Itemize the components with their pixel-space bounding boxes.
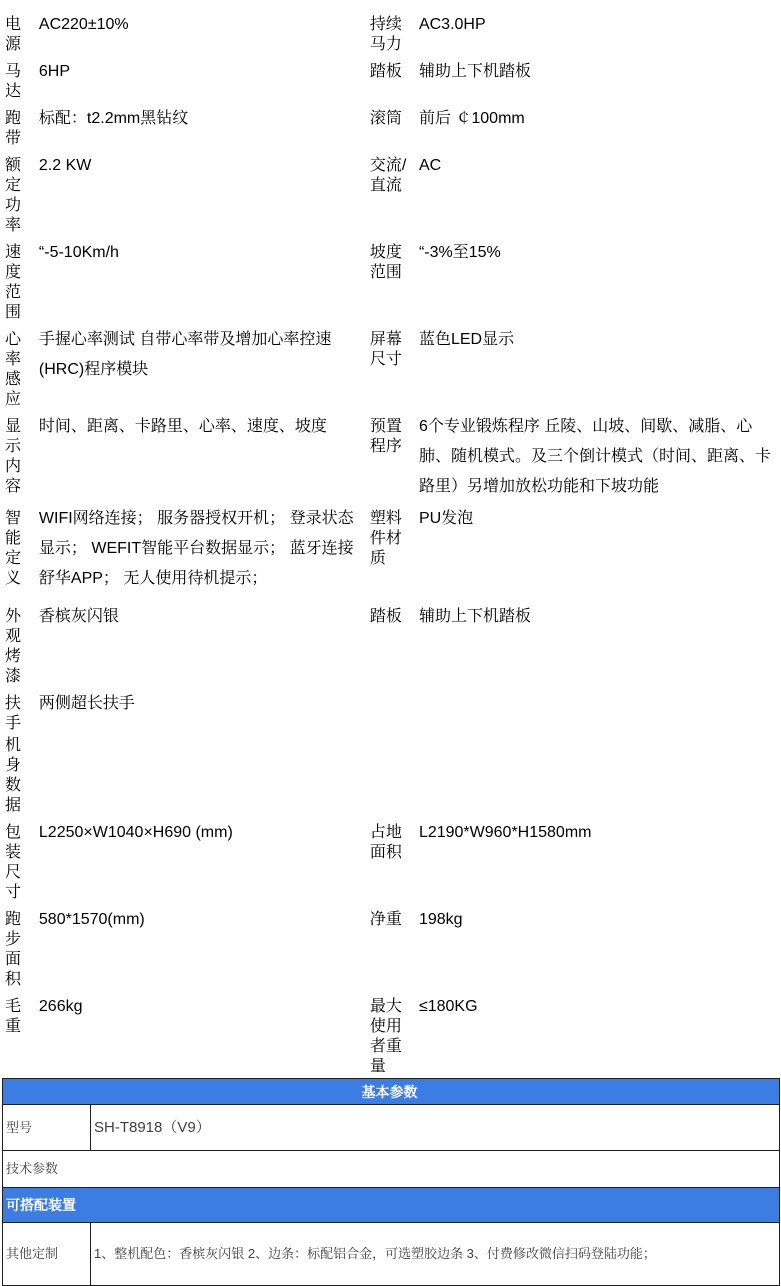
spec-row [2,411,779,503]
model-row [3,1105,780,1151]
spec-label: 占地面积 [369,824,402,861]
spec-row [2,150,779,237]
spec-value: L2250×W1040×H690 (mm) [38,824,233,841]
spec-value: 前后 ￠100mm [418,110,525,127]
spec-row [2,735,779,817]
spec-row [2,237,779,324]
spec-label: 最大使用者重量 [369,998,402,1075]
spec-label: 速度范围 [5,244,22,321]
spec-label: 马达 [5,63,22,100]
spec-label: 交流/直流 [369,157,407,194]
spec-label: 包装尺寸 [5,824,22,901]
spec-label: 跑步面积 [5,911,22,988]
model-value: SH-T8918（V9） [91,1105,780,1151]
spec-value: 266kg [38,998,83,1015]
spec-value: “-3%至15% [418,244,501,261]
spec-value [34,735,367,817]
spec-row [2,9,779,56]
spec-label: 机身数据 [5,737,22,814]
spec-row [2,688,779,735]
spec-label: 智能定义 [5,510,22,587]
spec-label: 外观烤漆 [5,608,22,685]
spec-label: 显示内容 [5,418,22,495]
spec-value: L2190*W960*H1580mm [418,824,592,841]
spec-value: 两侧超长扶手 [38,695,135,712]
section-header-row-basic [3,1079,780,1105]
spec-value: 辅助上下机踏板 [418,63,531,80]
spec-row [2,56,779,103]
spec-value: 6HP [38,63,71,80]
spec-value: 时间、距离、卡路里、心率、速度、坡度 [38,418,327,435]
spec-label: 坡度范围 [369,244,402,281]
spec-value: AC3.0HP [418,16,486,33]
spec-value: 6个专业锻炼程序 丘陵、山坡、间歇、减脂、心肺、随机模式。及三个倒计模式（时间、距离、卡路里）另增加放松功能和下坡功能 [418,418,771,495]
spec-label: 扶手 [5,695,22,732]
spec-label: 踏板 [369,608,402,625]
spec-value: AC [418,157,442,174]
spec-value [414,688,779,735]
spec-value: 2.2 KW [38,157,92,174]
section-header-basic-params: 基本参数 [3,1079,780,1105]
spec-row [2,817,779,904]
spec-label: 净重 [369,911,402,928]
spec-row [2,904,779,991]
spec-value: AC220±10% [38,16,129,33]
spec-row [2,324,779,411]
spec-label: 持续马力 [369,16,402,53]
spec-label: 屏幕尺寸 [369,331,402,368]
section-header-row-addons [3,1188,780,1223]
spec-row [2,601,779,688]
spec-value: “-5-10Km/h [38,244,119,261]
spec-row [2,103,779,150]
spec-value: ≤180KG [418,998,478,1015]
spec-value: 手握心率测试 自带心率带及增加心率控速(HRC)程序模块 [38,331,332,378]
spec-label: 预置程序 [369,418,402,455]
section-header-addons: 可搭配装置 [3,1188,780,1223]
custom-label: 其他定制 [3,1223,91,1286]
spec-value: 198kg [418,911,463,928]
spec-value: 580*1570(mm) [38,911,145,928]
spec-value: PU发泡 [418,510,474,527]
product-spec-table [2,1078,780,1286]
spec-row [2,503,779,601]
spec-row [2,991,779,1078]
spec-label: 毛重 [5,998,22,1035]
spec-label: 心率感应 [5,331,22,408]
spec-value: 香槟灰闪银 [38,608,119,625]
spec-label: 踏板 [369,63,402,80]
tech-params-header-row [3,1151,780,1188]
custom-value: 1、整机配色：香槟灰闪银 2、边条：标配铝合金，可选塑胶边条 3、付费修改微信扫码登陆功能； [91,1223,780,1286]
spec-label [367,688,414,735]
tech-params-label: 技术参数 [3,1151,780,1188]
spec-value: 蓝色LED显示 [418,331,515,348]
model-label: 型号 [3,1105,91,1151]
spec-value: 辅助上下机踏板 [418,608,531,625]
spec-label: 塑料件材质 [369,510,402,567]
custom-row [3,1223,780,1286]
spec-value [414,735,779,817]
spec-label: 滚筒 [369,110,402,127]
spec-label [367,735,414,817]
spec-label: 跑带 [5,110,22,147]
spec-label: 电源 [5,16,22,53]
spec-value: 标配：t2.2mm黑钻纹 [38,110,189,127]
spec-value: WIFI网络连接； 服务器授权开机； 登录状态显示； WEFIT智能平台数据显示； 蓝牙连接舒华APP； 无人使用待机提示； [38,510,354,587]
spec-label: 额定功率 [5,157,22,234]
